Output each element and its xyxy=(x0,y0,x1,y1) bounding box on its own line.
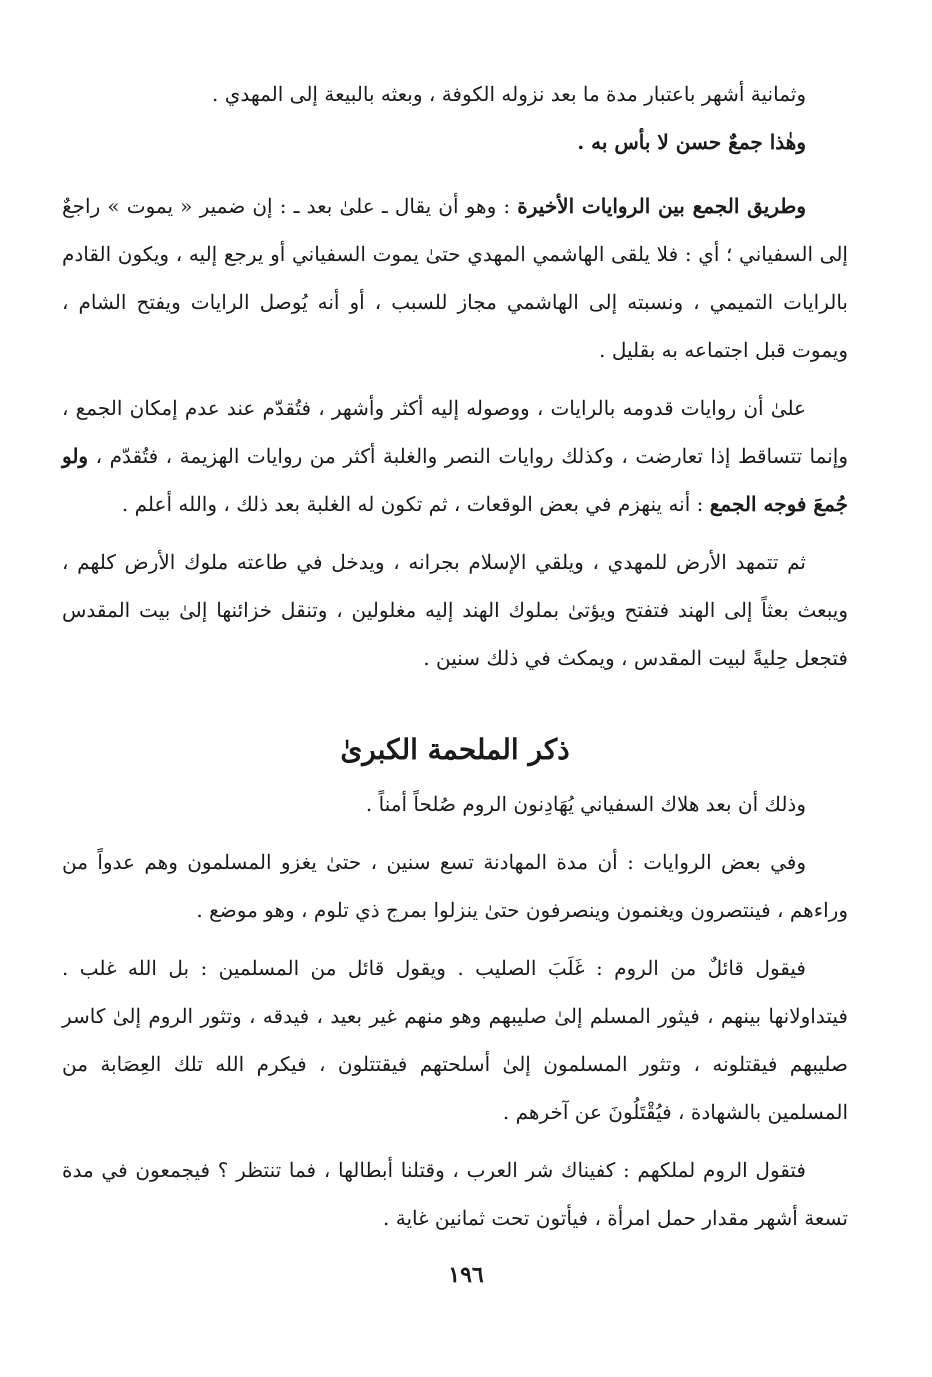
paragraph-8: فيقول قائلٌ من الروم : غَلَبَ الصليب . ويقول قائل من المسلمين : بل الله غلب . فيتداولانها بينهم ، فيثور المسلم إلىٰ صليبهم وهو منهم غير بعيد ، فيدقه ، وتثور الروم إلىٰ كاسر صليبهم فيقتلونه ، وتثور المسلمون إلىٰ أسلحتهم فيقتتلون ، فيكرم الله تلك العِصَابة من المسلمين بالشهادة ، فيُقْتَلُونَ عن آخرهم . xyxy=(62,956,848,1124)
section-heading: ذكر الملحمة الكبرىٰ xyxy=(340,733,570,766)
paragraph-4-text-a: علىٰ أن روايات قدومه بالرايات ، ووصوله إليه أكثر وأشهر ، فتُقدّم عند عدم إمكان الجمع ، وإنما تتساقط إذا تعارضت ، وكذلك روايات النصر والغلبة أكثر من روايات الهزيمة ، فتُقدّم ، xyxy=(62,396,848,468)
paragraph-1: وثمانية أشهر باعتبار مدة ما بعد نزوله الكوفة ، وبعثه بالبيعة إلى المهدي . xyxy=(212,82,806,106)
paragraph-3-text: : وهو أن يقال ـ علىٰ بعد ـ : إن ضمير « يموت » راجعٌ إلى السفياني ؛ أي : فلا يلقى الهاشمي المهدي حتىٰ يموت السفياني أو يرجع إليه ، ويكون القادم بالرايات التميمي ، ونسبته إلى الهاشمي مجاز للسبب ، أو أنه يُوصل الرايات ويفتح الشام ، ويموت قبل اجتماعه به بقليل . xyxy=(62,194,848,362)
paragraph-5: ثم تتمهد الأرض للمهدي ، ويلقي الإسلام بجرانه ، ويدخل في طاعته ملوك الأرض كلهم ، ويبعث بعثاً إلى الهند فتفتح ويؤتىٰ بملوك الهند إليه مغلولين ، وتنقل خزائنها إلىٰ بيت المقدس فتجعل حِليةً لبيت المقدس ، ويمكث في ذلك سنين . xyxy=(62,550,848,670)
paragraph-4-bold: ولو جُمعَ فوجه الجمع xyxy=(62,444,848,516)
paragraph-3-lead: وطريق الجمع بين الروايات الأخيرة xyxy=(517,194,806,218)
paragraph-4 xyxy=(62,384,848,528)
paragraph-9: فتقول الروم لملكهم : كفيناك شر العرب ، وقتلنا أبطالها ، فما تنتظر ؟ فيجمعون في مدة تسعة أشهر مقدار حمل امرأة ، فيأتون تحت ثمانين غاية . xyxy=(62,1158,848,1230)
paragraph-6: وذلك أن بعد هلاك السفياني يُهَادِنون الروم صُلحاً أمناً . xyxy=(365,792,806,816)
page-number: ١٩٦ xyxy=(448,1262,484,1288)
paragraph-3 xyxy=(62,182,848,374)
paragraph-4-text-b: : أنه ينهزم في بعض الوقعات ، ثم تكون له الغلبة بعد ذلك ، والله أعلم . xyxy=(121,492,710,516)
paragraph-7: وفي بعض الروايات : أن مدة المهادنة تسع سنين ، حتىٰ يغزو المسلمون وهم عدواً من وراءهم ، فينتصرون ويغنمون وينصرفون حتىٰ ينزلوا بمرج ذي تلوم ، وهو موضع . xyxy=(62,850,848,922)
paragraph-2: وهٰذا جمعٌ حسن لا بأس به . xyxy=(577,130,806,154)
page-body xyxy=(62,70,848,1242)
